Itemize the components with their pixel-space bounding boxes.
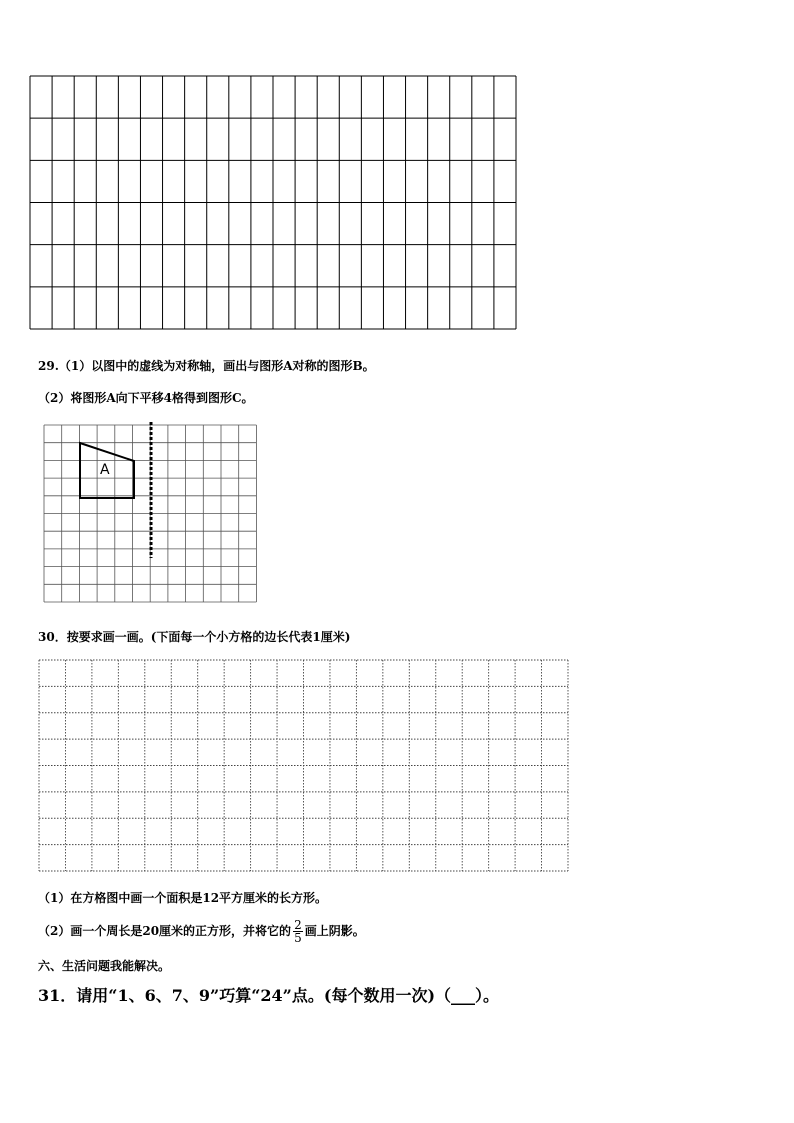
question-29-part1: 29.（1）以图中的虚线为对称轴，画出与图形A对称的图形B。 (38, 359, 375, 373)
question-31: 31．请用“1、6、7、9”巧算“24”点。(每个数用一次)（___）。 (38, 986, 500, 1005)
section-6-heading: 六、生活问题我能解决。 (38, 959, 171, 973)
shape-a-label: A (100, 462, 110, 478)
fraction-two-fifths (293, 919, 303, 944)
question-30-part2 (38, 919, 365, 944)
question-29-part2: （2）将图形A向下平移4格得到图形C。 (38, 391, 254, 405)
question-30-part2-before: （2）画一个周长是20厘米的正方形，并将它的 (38, 924, 292, 938)
question-30-title: 30．按要求画一画。(下面每一个小方格的边长代表1厘米) (38, 630, 351, 644)
question-30-part2-after: 画上阴影。 (304, 924, 365, 938)
fraction-numerator: 2 (294, 918, 302, 932)
question-30-part1: （1）在方格图中画一个面积是12平方厘米的长方形。 (38, 891, 328, 905)
fraction-denominator: 5 (294, 931, 302, 945)
